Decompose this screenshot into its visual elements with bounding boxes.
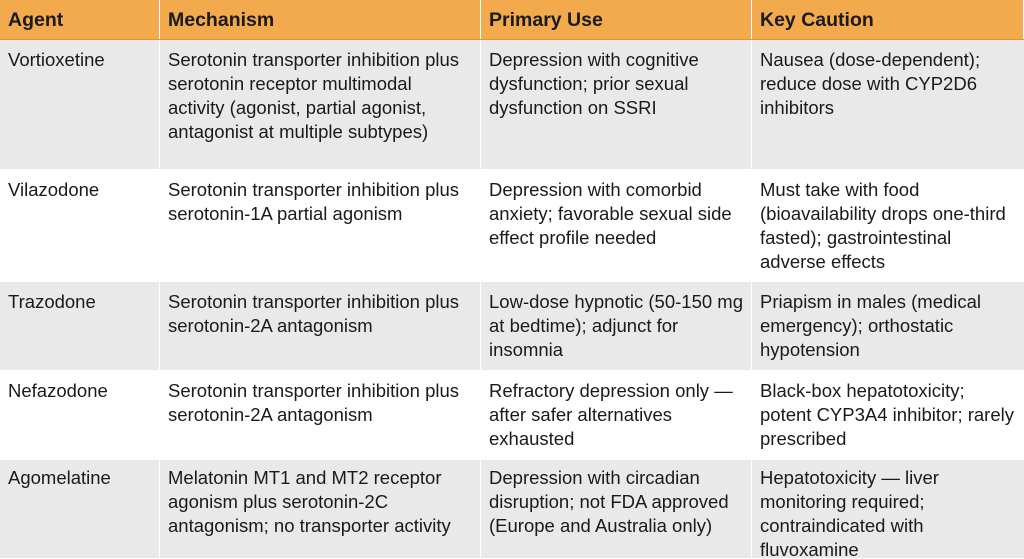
key-caution-cell: Nausea (dose-dependent); reduce dose with CYP2D6 inhibitors bbox=[760, 49, 981, 118]
primary-use-cell: Depression with comorbid anxiety; favorable sexual side effect profile needed bbox=[481, 170, 752, 281]
agent-cell: Agomelatine bbox=[0, 460, 160, 558]
mechanism-cell: Serotonin transporter inhibition plus serotonin-2A antagonism bbox=[160, 371, 481, 459]
mechanism-cell: Serotonin transporter inhibition plus serotonin receptor multimodal activity (agonist, partial agonist, antagonist at multiple subtypes) bbox=[160, 40, 481, 169]
table-row bbox=[0, 170, 1024, 282]
key-caution-cell: Priapism in males (medical emergency); orthostatic hypotension bbox=[760, 291, 982, 360]
header-agent: Agent bbox=[0, 0, 160, 39]
key-caution-cell: Must take with food (bioavailability drops one-third fasted); gastrointestinal adverse effects bbox=[760, 179, 1006, 272]
mechanism-cell: Serotonin transporter inhibition plus serotonin-2A antagonism bbox=[160, 282, 481, 370]
table-row bbox=[0, 371, 1024, 460]
mechanism-cell: Melatonin MT1 and MT2 receptor agonism plus serotonin-2C antagonism; no transporter activity bbox=[160, 460, 481, 558]
primary-use-cell: Depression with cognitive dysfunction; prior sexual dysfunction on SSRI bbox=[481, 40, 752, 169]
agent-cell: Trazodone bbox=[0, 282, 160, 370]
mechanism-cell: Serotonin transporter inhibition plus serotonin-1A partial agonism bbox=[160, 170, 481, 281]
table-row bbox=[0, 460, 1024, 559]
header-mechanism: Mechanism bbox=[160, 0, 481, 39]
agent-cell: Vortioxetine bbox=[0, 40, 160, 169]
primary-use-cell: Depression with circadian disruption; not FDA approved (Europe and Australia only) bbox=[481, 460, 752, 558]
key-caution-cell: Black-box hepatotoxicity; potent CYP3A4 inhibitor; rarely prescribed bbox=[760, 380, 1014, 449]
header-key-caution: Key Caution bbox=[752, 0, 1024, 39]
primary-use-cell: Low-dose hypnotic (50-150 mg at bedtime); adjunct for insomnia bbox=[481, 282, 752, 370]
table-row bbox=[0, 40, 1024, 170]
agent-cell: Nefazodone bbox=[0, 371, 160, 459]
key-caution-cell: Hepatotoxicity — liver monitoring required; contraindicated with fluvoxamine bbox=[760, 467, 939, 559]
table-row bbox=[0, 282, 1024, 371]
header-primary-use: Primary Use bbox=[481, 0, 752, 39]
primary-use-cell: Refractory depression only — after safer alternatives exhausted bbox=[481, 371, 752, 459]
table-header-row bbox=[0, 0, 1024, 40]
agent-cell: Vilazodone bbox=[0, 170, 160, 281]
